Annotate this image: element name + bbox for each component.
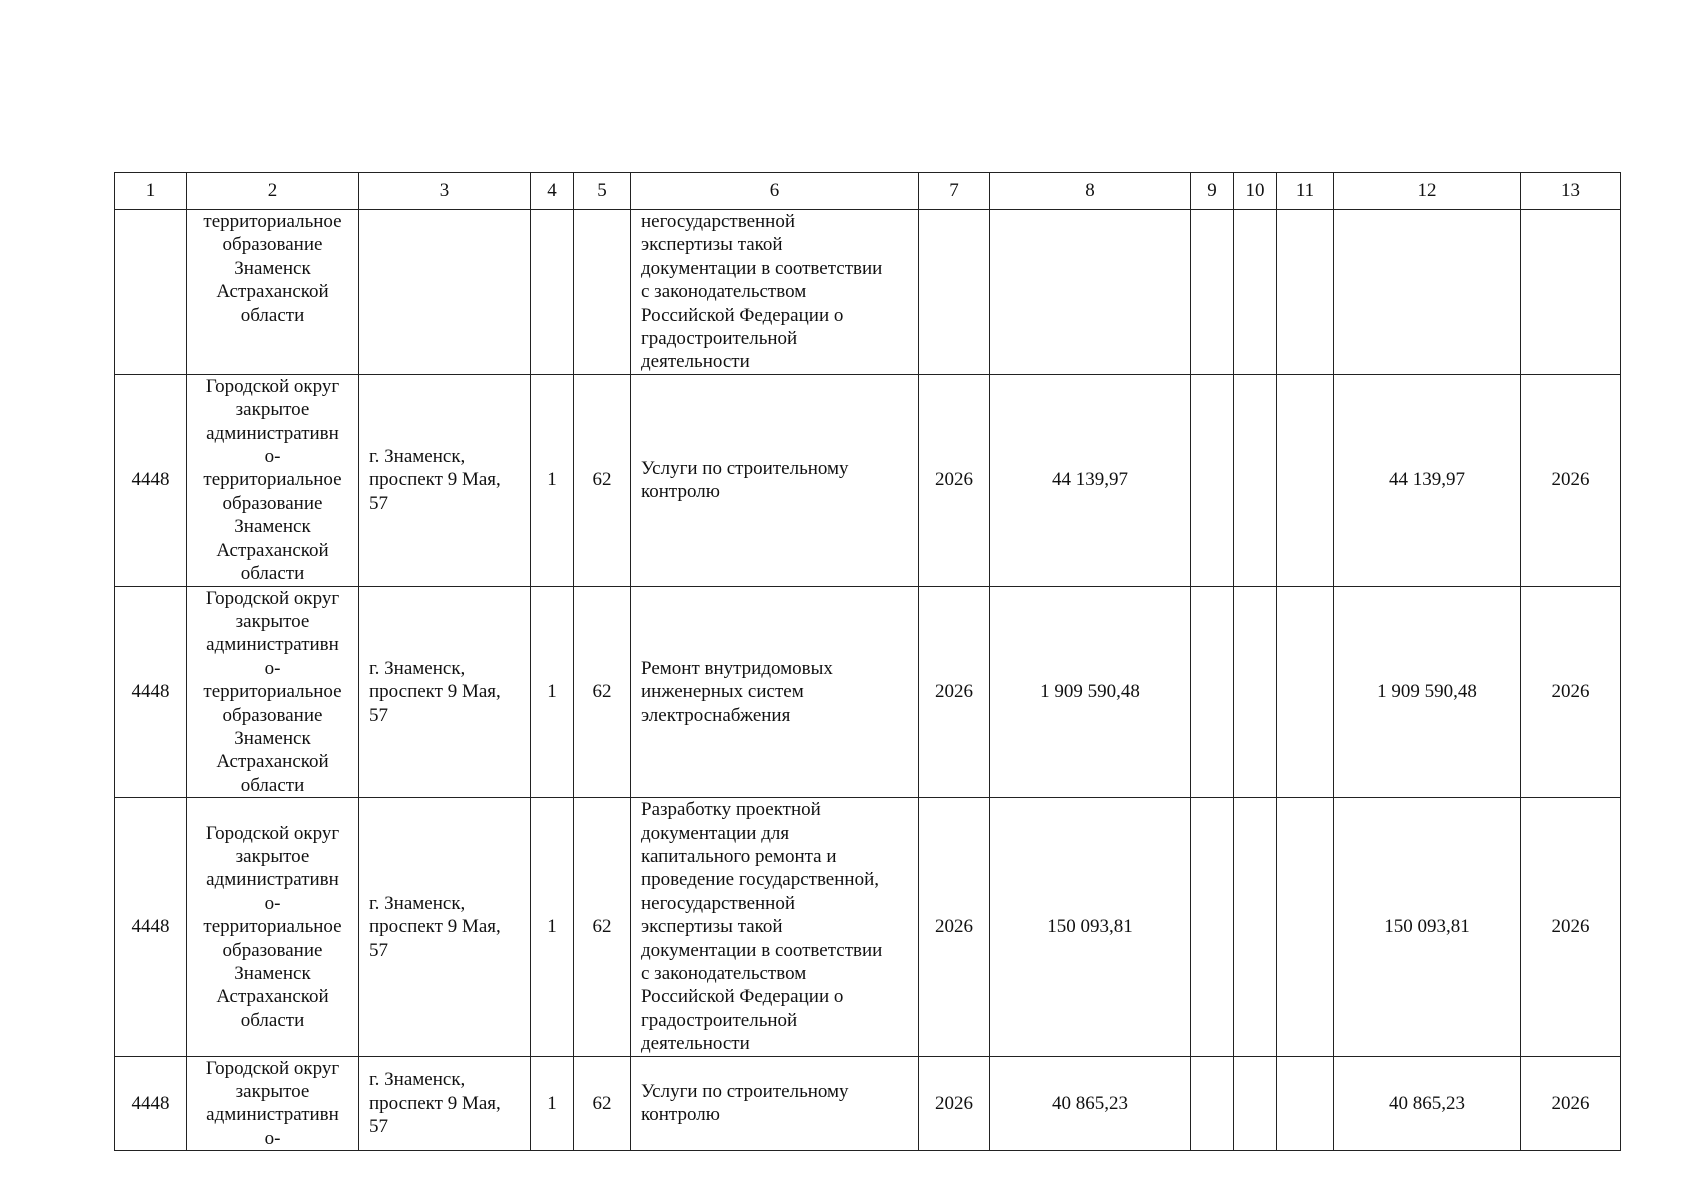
cell-work-description: Услуги по строительному контролю — [631, 1056, 919, 1151]
cell-address: г. Знаменск, проспект 9 Мая, 57 — [359, 586, 531, 798]
cell-amount — [990, 210, 1191, 375]
header-cell: 10 — [1234, 173, 1277, 210]
cell-col10 — [1234, 210, 1277, 375]
cell-municipality: Городской округ закрытое административн о- — [187, 1056, 359, 1151]
cell-address: г. Знаменск, проспект 9 Мая, 57 — [359, 374, 531, 586]
cell-address: г. Знаменск, проспект 9 Мая, 57 — [359, 1056, 531, 1151]
cell-col4: 1 — [531, 374, 574, 586]
cell-amount: 1 909 590,48 — [990, 586, 1191, 798]
cell-amount: 150 093,81 — [990, 798, 1191, 1056]
cell-amount-total — [1334, 210, 1521, 375]
header-cell: 2 — [187, 173, 359, 210]
cell-col11 — [1277, 586, 1334, 798]
cell-index: 4448 — [115, 1056, 187, 1151]
cell-index: 4448 — [115, 586, 187, 798]
cell-year: 2026 — [919, 1056, 990, 1151]
cell-col11 — [1277, 210, 1334, 375]
cell-col9 — [1191, 210, 1234, 375]
cell-amount-total: 150 093,81 — [1334, 798, 1521, 1056]
cell-col9 — [1191, 798, 1234, 1056]
header-cell: 7 — [919, 173, 990, 210]
cell-index — [115, 210, 187, 375]
cell-address: г. Знаменск, проспект 9 Мая, 57 — [359, 798, 531, 1056]
header-cell: 6 — [631, 173, 919, 210]
cell-col9 — [1191, 374, 1234, 586]
table-row — [115, 374, 1621, 586]
cell-municipality: Городской округ закрытое административн о- территориальное образование Знаменск Астраханской области — [187, 798, 359, 1056]
cell-year: 2026 — [919, 586, 990, 798]
cell-work-description: Разработку проектной документации для капитального ремонта и проведение государственной, негосударственной экспертизы такой документации в соответствии с законодательством Российской Федерации о градостроительной деятельности — [631, 798, 919, 1056]
cell-municipality: Городской округ закрытое административн о- территориальное образование Знаменск Астраханской области — [187, 374, 359, 586]
header-row — [115, 173, 1621, 210]
cell-municipality: Городской округ закрытое административн о- территориальное образование Знаменск Астраханской области — [187, 586, 359, 798]
cell-col9 — [1191, 1056, 1234, 1151]
cell-col10 — [1234, 1056, 1277, 1151]
table-row — [115, 1056, 1621, 1151]
cell-col4: 1 — [531, 1056, 574, 1151]
cell-amount-total: 1 909 590,48 — [1334, 586, 1521, 798]
cell-year-end — [1521, 210, 1621, 375]
cell-address — [359, 210, 531, 375]
cell-amount: 40 865,23 — [990, 1056, 1191, 1151]
cell-year-end: 2026 — [1521, 374, 1621, 586]
table-row — [115, 210, 1621, 375]
header-cell: 9 — [1191, 173, 1234, 210]
cell-year-end: 2026 — [1521, 1056, 1621, 1151]
cell-col4 — [531, 210, 574, 375]
cell-index: 4448 — [115, 798, 187, 1056]
cell-col5: 62 — [574, 374, 631, 586]
table-row — [115, 798, 1621, 1056]
cell-work-description: негосударственной экспертизы такой документации в соответствии с законодательством Российской Федерации о градостроительной деятельности — [631, 210, 919, 375]
cell-amount-total: 40 865,23 — [1334, 1056, 1521, 1151]
data-table — [114, 172, 1621, 1151]
cell-amount-total: 44 139,97 — [1334, 374, 1521, 586]
header-cell: 13 — [1521, 173, 1621, 210]
table-row — [115, 586, 1621, 798]
cell-work-description: Ремонт внутридомовых инженерных систем электроснабжения — [631, 586, 919, 798]
cell-col10 — [1234, 586, 1277, 798]
cell-year: 2026 — [919, 374, 990, 586]
header-cell: 11 — [1277, 173, 1334, 210]
cell-year-end: 2026 — [1521, 798, 1621, 1056]
cell-amount: 44 139,97 — [990, 374, 1191, 586]
header-cell: 5 — [574, 173, 631, 210]
cell-year: 2026 — [919, 798, 990, 1056]
cell-col5: 62 — [574, 798, 631, 1056]
cell-col4: 1 — [531, 586, 574, 798]
cell-col11 — [1277, 374, 1334, 586]
header-cell: 1 — [115, 173, 187, 210]
cell-col11 — [1277, 798, 1334, 1056]
cell-municipality: территориальное образование Знаменск Астраханской области — [187, 210, 359, 375]
cell-col10 — [1234, 374, 1277, 586]
cell-col5: 62 — [574, 586, 631, 798]
cell-col5 — [574, 210, 631, 375]
cell-year-end: 2026 — [1521, 586, 1621, 798]
header-cell: 8 — [990, 173, 1191, 210]
cell-index: 4448 — [115, 374, 187, 586]
header-cell: 12 — [1334, 173, 1521, 210]
cell-col9 — [1191, 586, 1234, 798]
header-cell: 3 — [359, 173, 531, 210]
cell-col10 — [1234, 798, 1277, 1056]
cell-work-description: Услуги по строительному контролю — [631, 374, 919, 586]
cell-col5: 62 — [574, 1056, 631, 1151]
cell-year — [919, 210, 990, 375]
cell-col11 — [1277, 1056, 1334, 1151]
header-cell: 4 — [531, 173, 574, 210]
cell-col4: 1 — [531, 798, 574, 1056]
